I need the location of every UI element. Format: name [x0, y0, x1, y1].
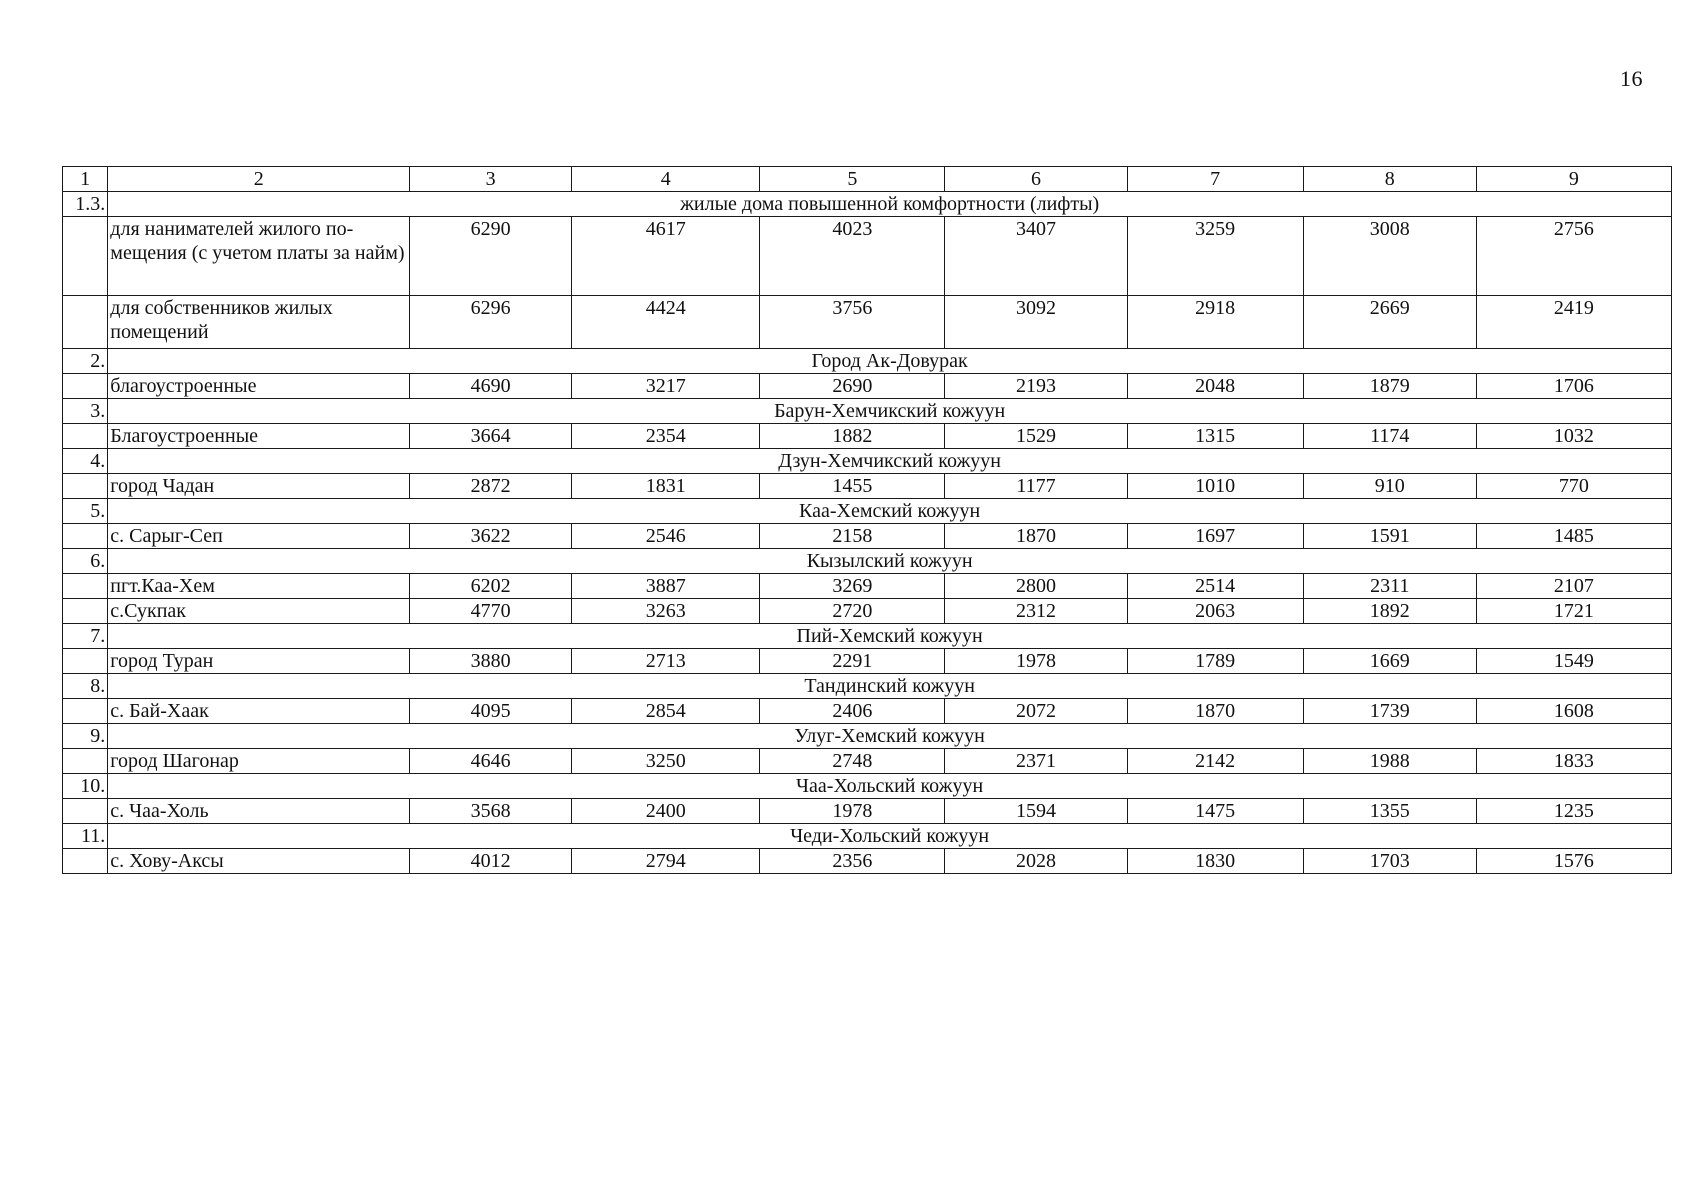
row-index-cell [63, 699, 108, 724]
section-title: Кызылский кожуун [108, 549, 1672, 574]
column-header: 3 [410, 167, 572, 192]
section-title: Чаа-Хольский кожуун [108, 774, 1672, 799]
table-row [63, 217, 1672, 296]
value-cell: 2072 [945, 699, 1127, 724]
value-cell: 4095 [410, 699, 572, 724]
value-cell: 3880 [410, 649, 572, 674]
value-cell: 6290 [410, 217, 572, 296]
value-cell: 1988 [1303, 749, 1476, 774]
section-title: Улуг-Хемский кожуун [108, 724, 1672, 749]
section-row [63, 674, 1672, 699]
value-cell: 2419 [1476, 296, 1671, 349]
value-cell: 3664 [410, 424, 572, 449]
value-cell: 1739 [1303, 699, 1476, 724]
value-cell: 4617 [572, 217, 760, 296]
value-cell: 1594 [945, 799, 1127, 824]
value-cell: 4646 [410, 749, 572, 774]
table-row [63, 699, 1672, 724]
value-cell: 2406 [760, 699, 945, 724]
row-index-cell [63, 574, 108, 599]
section-title: Тандинский кожуун [108, 674, 1672, 699]
row-index-cell [63, 217, 108, 296]
value-cell: 2748 [760, 749, 945, 774]
section-index: 7. [63, 624, 108, 649]
value-cell: 1485 [1476, 524, 1671, 549]
value-cell: 2354 [572, 424, 760, 449]
value-cell: 1870 [1127, 699, 1303, 724]
value-cell: 1870 [945, 524, 1127, 549]
value-cell: 2854 [572, 699, 760, 724]
value-cell: 1549 [1476, 649, 1671, 674]
table-row [63, 474, 1672, 499]
section-index: 8. [63, 674, 108, 699]
value-cell: 3092 [945, 296, 1127, 349]
value-cell: 3622 [410, 524, 572, 549]
value-cell: 2794 [572, 849, 760, 874]
value-cell: 1892 [1303, 599, 1476, 624]
row-label: для нанимателей жилого по-мещения (с учетом платы за найм) [108, 217, 410, 296]
row-index-cell [63, 749, 108, 774]
value-cell: 1879 [1303, 374, 1476, 399]
value-cell: 1475 [1127, 799, 1303, 824]
value-cell: 2356 [760, 849, 945, 874]
value-cell: 1529 [945, 424, 1127, 449]
table-row [63, 424, 1672, 449]
table-row [63, 649, 1672, 674]
section-row [63, 499, 1672, 524]
value-cell: 2872 [410, 474, 572, 499]
value-cell: 1591 [1303, 524, 1476, 549]
table-row [63, 574, 1672, 599]
section-index: 1.3. [63, 192, 108, 217]
column-header: 5 [760, 167, 945, 192]
value-cell: 1706 [1476, 374, 1671, 399]
section-title: Барун-Хемчикский кожуун [108, 399, 1672, 424]
column-header: 8 [1303, 167, 1476, 192]
value-cell: 1315 [1127, 424, 1303, 449]
section-index: 11. [63, 824, 108, 849]
value-cell: 1174 [1303, 424, 1476, 449]
value-cell: 1235 [1476, 799, 1671, 824]
value-cell: 1703 [1303, 849, 1476, 874]
value-cell: 2158 [760, 524, 945, 549]
value-cell: 2669 [1303, 296, 1476, 349]
value-cell: 1978 [760, 799, 945, 824]
value-cell: 2291 [760, 649, 945, 674]
value-cell: 3217 [572, 374, 760, 399]
value-cell: 1032 [1476, 424, 1671, 449]
value-cell: 3008 [1303, 217, 1476, 296]
value-cell: 2756 [1476, 217, 1671, 296]
row-index-cell [63, 524, 108, 549]
value-cell: 1177 [945, 474, 1127, 499]
row-label: с. Бай-Хаак [108, 699, 410, 724]
value-cell: 2193 [945, 374, 1127, 399]
section-title: жилые дома повышенной комфортности (лифты) [108, 192, 1672, 217]
section-row [63, 399, 1672, 424]
row-label: с. Хову-Аксы [108, 849, 410, 874]
row-label: с. Сарыг-Сеп [108, 524, 410, 549]
row-label: для собственников жилых помещений [108, 296, 410, 349]
value-cell: 2312 [945, 599, 1127, 624]
value-cell: 1455 [760, 474, 945, 499]
value-cell: 2048 [1127, 374, 1303, 399]
value-cell: 4424 [572, 296, 760, 349]
value-cell: 2311 [1303, 574, 1476, 599]
value-cell: 1576 [1476, 849, 1671, 874]
table-row [63, 599, 1672, 624]
section-index: 5. [63, 499, 108, 524]
value-cell: 3756 [760, 296, 945, 349]
value-cell: 3263 [572, 599, 760, 624]
value-cell: 1010 [1127, 474, 1303, 499]
value-cell: 2514 [1127, 574, 1303, 599]
section-title: Дзун-Хемчикский кожуун [108, 449, 1672, 474]
value-cell: 910 [1303, 474, 1476, 499]
row-index-cell [63, 374, 108, 399]
section-title: Пий-Хемский кожуун [108, 624, 1672, 649]
section-title: Город Ак-Довурак [108, 349, 1672, 374]
row-label: с.Сукпак [108, 599, 410, 624]
section-row [63, 624, 1672, 649]
value-cell: 3568 [410, 799, 572, 824]
section-title: Чеди-Хольский кожуун [108, 824, 1672, 849]
section-row [63, 192, 1672, 217]
header-row [63, 167, 1672, 192]
row-label: с. Чаа-Холь [108, 799, 410, 824]
section-row [63, 449, 1672, 474]
column-header: 4 [572, 167, 760, 192]
value-cell: 1789 [1127, 649, 1303, 674]
value-cell: 1833 [1476, 749, 1671, 774]
table-row [63, 799, 1672, 824]
value-cell: 2371 [945, 749, 1127, 774]
value-cell: 3269 [760, 574, 945, 599]
value-cell: 2800 [945, 574, 1127, 599]
section-index: 4. [63, 449, 108, 474]
value-cell: 770 [1476, 474, 1671, 499]
table-row [63, 849, 1672, 874]
row-label: город Шагонар [108, 749, 410, 774]
value-cell: 2028 [945, 849, 1127, 874]
row-index-cell [63, 424, 108, 449]
value-cell: 2918 [1127, 296, 1303, 349]
section-row [63, 774, 1672, 799]
value-cell: 4770 [410, 599, 572, 624]
value-cell: 1669 [1303, 649, 1476, 674]
table-row [63, 524, 1672, 549]
section-row [63, 549, 1672, 574]
value-cell: 1831 [572, 474, 760, 499]
value-cell: 2142 [1127, 749, 1303, 774]
value-cell: 1978 [945, 649, 1127, 674]
value-cell: 3407 [945, 217, 1127, 296]
value-cell: 6202 [410, 574, 572, 599]
value-cell: 1355 [1303, 799, 1476, 824]
table-body [63, 167, 1672, 874]
section-index: 9. [63, 724, 108, 749]
value-cell: 2546 [572, 524, 760, 549]
section-index: 3. [63, 399, 108, 424]
value-cell: 2400 [572, 799, 760, 824]
row-label: пгт.Каа-Хем [108, 574, 410, 599]
section-index: 10. [63, 774, 108, 799]
section-row [63, 349, 1672, 374]
value-cell: 2713 [572, 649, 760, 674]
value-cell: 4012 [410, 849, 572, 874]
column-header: 1 [63, 167, 108, 192]
value-cell: 4023 [760, 217, 945, 296]
row-index-cell [63, 296, 108, 349]
value-cell: 2690 [760, 374, 945, 399]
value-cell: 1721 [1476, 599, 1671, 624]
value-cell: 4690 [410, 374, 572, 399]
page-number: 16 [1620, 66, 1643, 91]
value-cell: 2063 [1127, 599, 1303, 624]
section-title: Каа-Хемский кожуун [108, 499, 1672, 524]
row-index-cell [63, 849, 108, 874]
section-index: 6. [63, 549, 108, 574]
section-index: 2. [63, 349, 108, 374]
column-header: 7 [1127, 167, 1303, 192]
section-row [63, 824, 1672, 849]
value-cell: 1697 [1127, 524, 1303, 549]
table-row [63, 296, 1672, 349]
table-row [63, 374, 1672, 399]
section-row [63, 724, 1672, 749]
row-index-cell [63, 799, 108, 824]
value-cell: 2720 [760, 599, 945, 624]
value-cell: 1882 [760, 424, 945, 449]
value-cell: 3259 [1127, 217, 1303, 296]
column-header: 2 [108, 167, 410, 192]
column-header: 6 [945, 167, 1127, 192]
tariff-table [62, 166, 1672, 874]
row-label: город Чадан [108, 474, 410, 499]
row-label: благоустроенные [108, 374, 410, 399]
row-label: Благоустроенные [108, 424, 410, 449]
row-index-cell [63, 599, 108, 624]
value-cell: 3887 [572, 574, 760, 599]
column-header: 9 [1476, 167, 1671, 192]
value-cell: 3250 [572, 749, 760, 774]
row-label: город Туран [108, 649, 410, 674]
value-cell: 1830 [1127, 849, 1303, 874]
value-cell: 1608 [1476, 699, 1671, 724]
row-index-cell [63, 474, 108, 499]
row-index-cell [63, 649, 108, 674]
value-cell: 6296 [410, 296, 572, 349]
value-cell: 2107 [1476, 574, 1671, 599]
table-row [63, 749, 1672, 774]
